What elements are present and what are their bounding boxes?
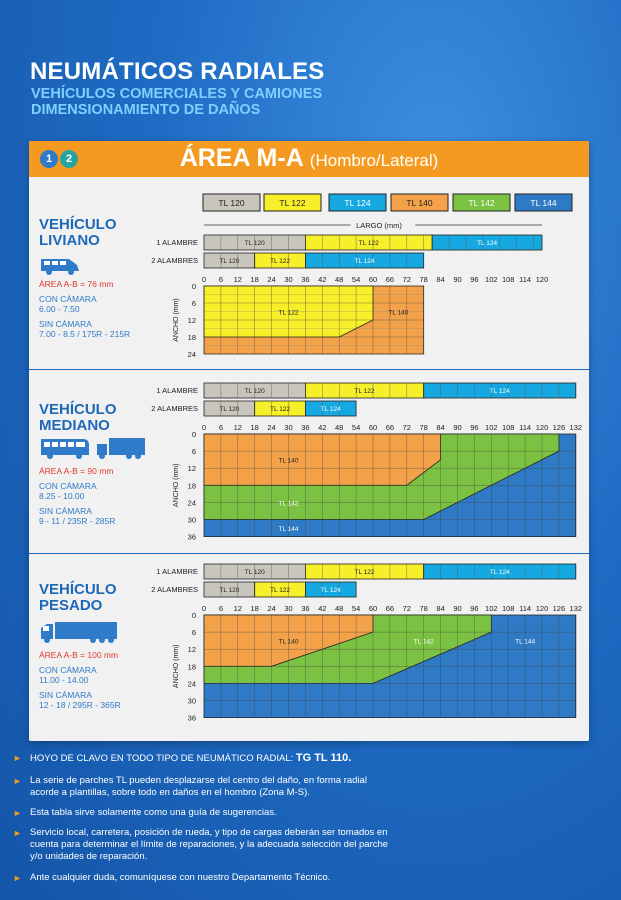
wire-bar-label: TL 124 bbox=[489, 569, 510, 576]
x-tick-label: 108 bbox=[501, 275, 515, 284]
con-camara-label: CON CÁMARA bbox=[39, 481, 97, 491]
note-item bbox=[13, 807, 393, 819]
sin-camara-value: 12 - 18 / 295R - 365R bbox=[39, 700, 121, 710]
page-title: NEUMÁTICOS RADIALES bbox=[30, 58, 325, 85]
wire-bar-label: TL 124 bbox=[489, 388, 510, 395]
con-camara-label: CON CÁMARA bbox=[39, 294, 97, 304]
con-camara-label: CON CÁMARA bbox=[39, 665, 97, 675]
x-tick-label: 120 bbox=[535, 604, 549, 613]
x-tick-label: 12 bbox=[233, 604, 242, 613]
wire-bar-label: TL 120 bbox=[219, 258, 240, 265]
page-subtitle-2: DIMENSIONAMIENTO DE DAÑOS bbox=[31, 102, 261, 118]
arrow-icon: ► bbox=[13, 776, 22, 786]
wire-bar-label: TL 122 bbox=[270, 587, 291, 594]
x-tick-label: 90 bbox=[453, 604, 462, 613]
region-label: TL 140 bbox=[278, 638, 299, 646]
x-tick-label: 60 bbox=[368, 604, 378, 613]
x-tick-label: 96 bbox=[470, 423, 479, 432]
sin-camara-value: 7.00 - 8.5 / 175R - 215R bbox=[39, 329, 131, 339]
legend-label: TL 122 bbox=[279, 198, 306, 208]
wire-bar-label: TL 120 bbox=[244, 569, 265, 576]
vehicle-title-line1: VEHÍCULO bbox=[39, 581, 117, 598]
x-tick-label: 12 bbox=[233, 275, 242, 284]
x-tick-label: 18 bbox=[250, 275, 259, 284]
x-tick-label: 114 bbox=[519, 275, 532, 284]
area-title-main: ÁREA M-A bbox=[179, 144, 303, 172]
legend-label: TL 142 bbox=[468, 198, 495, 208]
ancho-axis-label: ANCHO (mm) bbox=[173, 463, 180, 508]
y-tick-label: 36 bbox=[187, 532, 196, 542]
y-tick-label: 6 bbox=[191, 299, 196, 308]
note-bold: TG TL 110. bbox=[295, 752, 352, 764]
y-tick-label: 12 bbox=[187, 464, 196, 474]
x-tick-label: 114 bbox=[519, 423, 532, 432]
ancho-axis-label: ANCHO (mm) bbox=[173, 298, 180, 342]
x-tick-label: 120 bbox=[535, 275, 549, 284]
x-tick-label: 18 bbox=[250, 604, 259, 613]
x-tick-label: 72 bbox=[402, 604, 411, 613]
arrow-icon: ► bbox=[13, 828, 22, 838]
x-tick-label: 12 bbox=[233, 423, 242, 432]
area-ab: ÁREA A-B = 100 mm bbox=[39, 650, 119, 660]
x-tick-label: 36 bbox=[301, 423, 310, 432]
region-label: TL 122 bbox=[278, 309, 299, 317]
wire-bar-label: TL 120 bbox=[244, 388, 265, 395]
region-label: TL 140 bbox=[388, 309, 409, 317]
x-tick-label: 24 bbox=[267, 275, 276, 284]
x-tick-label: 132 bbox=[569, 604, 583, 613]
y-tick-label: 12 bbox=[187, 316, 196, 325]
x-tick-label: 36 bbox=[301, 604, 310, 613]
area-ab: ÁREA A-B = 76 mm bbox=[39, 279, 114, 289]
wire-row-label: 2 ALAMBRES bbox=[151, 404, 198, 413]
x-tick-label: 102 bbox=[485, 423, 498, 432]
x-tick-label: 126 bbox=[552, 423, 566, 432]
x-tick-label: 72 bbox=[402, 423, 411, 432]
region-label: TL 144 bbox=[515, 638, 536, 646]
wire-bar-label: TL 124 bbox=[354, 258, 375, 265]
wire-bar-label: TL 122 bbox=[270, 258, 291, 265]
wire-bar-label: TL 124 bbox=[477, 240, 498, 247]
x-tick-label: 126 bbox=[552, 604, 566, 613]
wire-bar-label: TL 120 bbox=[219, 406, 240, 413]
note-text: La serie de parches TL pueden desplazarse del centro del daño, en forma radial acorde a plantillas, sobre todo en daños en el hombro (Zona M-S). bbox=[30, 775, 367, 798]
legend-label: TL 120 bbox=[218, 198, 245, 208]
x-tick-label: 84 bbox=[436, 275, 445, 284]
x-tick-label: 42 bbox=[318, 275, 327, 284]
y-tick-label: 6 bbox=[191, 628, 196, 638]
area-title-sub: (Hombro/Lateral) bbox=[309, 151, 439, 170]
x-tick-label: 48 bbox=[335, 275, 344, 284]
vehicle-title-line1: VEHÍCULO bbox=[39, 401, 117, 418]
wire-row-label: 1 ALAMBRE bbox=[156, 238, 198, 247]
wire-bar-label: TL 120 bbox=[244, 240, 265, 247]
x-tick-label: 78 bbox=[419, 604, 428, 613]
y-tick-label: 18 bbox=[187, 481, 196, 491]
y-tick-label: 0 bbox=[191, 430, 196, 439]
wire-row-label: 2 ALAMBRES bbox=[151, 256, 198, 265]
x-tick-label: 66 bbox=[385, 423, 395, 432]
y-tick-label: 30 bbox=[187, 696, 196, 706]
region-label: TL 140 bbox=[278, 457, 299, 465]
x-tick-label: 0 bbox=[201, 604, 207, 613]
x-tick-label: 84 bbox=[436, 423, 445, 432]
x-tick-label: 0 bbox=[201, 275, 207, 284]
x-tick-label: 120 bbox=[535, 423, 549, 432]
vehicle-title-line2: MEDIANO bbox=[39, 417, 110, 434]
note-item bbox=[13, 775, 393, 799]
arrow-icon: ► bbox=[13, 753, 22, 763]
badge-1: 1 bbox=[40, 150, 58, 168]
badge-2: 2 bbox=[60, 150, 78, 168]
x-tick-label: 96 bbox=[470, 275, 479, 284]
x-tick-label: 60 bbox=[368, 275, 378, 284]
sin-camara-label: SIN CÁMARA bbox=[39, 690, 92, 700]
x-tick-label: 90 bbox=[453, 275, 462, 284]
x-tick-label: 84 bbox=[436, 604, 445, 613]
x-tick-label: 42 bbox=[318, 604, 327, 613]
y-tick-label: 30 bbox=[187, 515, 196, 525]
y-tick-label: 18 bbox=[187, 333, 196, 342]
page-subtitle-1: VEHÍCULOS COMERCIALES Y CAMIONES bbox=[31, 86, 323, 102]
note-text: Servicio local, carretera, posición de rueda, y tipo de cargas deberán ser tomados en cuenta para determinar el límite de reparaciones, y la adecuada selección del parche y/o unidades de reparación. bbox=[30, 827, 389, 862]
x-tick-label: 102 bbox=[485, 604, 498, 613]
sin-camara-label: SIN CÁMARA bbox=[39, 319, 92, 329]
vehicle-title-line2: PESADO bbox=[39, 597, 103, 614]
x-tick-label: 30 bbox=[284, 423, 293, 432]
y-tick-label: 6 bbox=[191, 447, 196, 457]
x-tick-label: 108 bbox=[501, 423, 515, 432]
wire-bar-label: TL 124 bbox=[320, 406, 341, 413]
y-tick-label: 24 bbox=[187, 498, 196, 508]
ancho-axis-label: ANCHO (mm) bbox=[173, 644, 180, 689]
wire-row-label: 2 ALAMBRES bbox=[151, 585, 198, 594]
y-tick-label: 18 bbox=[187, 662, 196, 672]
arrow-icon: ► bbox=[13, 808, 22, 818]
vehicle-title-line2: LIVIANO bbox=[39, 232, 100, 249]
x-tick-label: 102 bbox=[485, 275, 498, 284]
x-tick-label: 132 bbox=[569, 423, 583, 432]
region-label: TL 142 bbox=[278, 500, 299, 508]
x-tick-label: 42 bbox=[318, 423, 327, 432]
sin-camara-value: 9 - 11 / 235R - 285R bbox=[39, 516, 116, 526]
note-item bbox=[13, 752, 393, 765]
wire-bar-label: TL 120 bbox=[219, 587, 240, 594]
note-text: Ante cualquier duda, comuníquese con nuestro Departamento Técnico. bbox=[30, 872, 331, 883]
x-tick-label: 60 bbox=[368, 423, 378, 432]
legend-label: TL 140 bbox=[406, 198, 433, 208]
area-ab: ÁREA A-B = 90 mm bbox=[39, 466, 114, 476]
largo-axis-label: LARGO (mm) bbox=[356, 221, 402, 230]
note-text: Esta tabla sirve solamente como una guía de sugerencias. bbox=[30, 807, 277, 818]
x-tick-label: 114 bbox=[519, 604, 532, 613]
y-tick-label: 0 bbox=[191, 611, 196, 620]
x-tick-label: 48 bbox=[335, 423, 344, 432]
x-tick-label: 24 bbox=[267, 604, 276, 613]
wire-bar-label: TL 122 bbox=[270, 406, 291, 413]
x-tick-label: 108 bbox=[501, 604, 515, 613]
wire-row-label: 1 ALAMBRE bbox=[156, 567, 198, 576]
x-tick-label: 54 bbox=[351, 275, 361, 284]
x-tick-label: 0 bbox=[201, 423, 207, 432]
con-camara-value: 6.00 - 7.50 bbox=[39, 304, 80, 314]
note-item bbox=[13, 872, 393, 884]
x-tick-label: 6 bbox=[218, 275, 223, 284]
x-tick-label: 66 bbox=[385, 604, 395, 613]
x-tick-label: 48 bbox=[335, 604, 344, 613]
wire-bar-label: TL 122 bbox=[358, 240, 379, 247]
x-tick-label: 18 bbox=[250, 423, 259, 432]
x-tick-label: 6 bbox=[218, 423, 223, 432]
x-tick-label: 6 bbox=[218, 604, 223, 613]
vehicle-title-line1: VEHÍCULO bbox=[39, 216, 117, 233]
x-tick-label: 24 bbox=[267, 423, 276, 432]
wire-bar-label: TL 122 bbox=[354, 569, 375, 576]
y-tick-label: 24 bbox=[187, 350, 196, 359]
region-label: TL 142 bbox=[413, 638, 434, 646]
x-tick-label: 30 bbox=[284, 275, 293, 284]
x-tick-label: 78 bbox=[419, 423, 428, 432]
x-tick-label: 30 bbox=[284, 604, 293, 613]
region-label: TL 144 bbox=[278, 526, 299, 534]
legend-label: TL 124 bbox=[344, 198, 371, 208]
x-tick-label: 96 bbox=[470, 604, 479, 613]
x-tick-label: 54 bbox=[351, 423, 361, 432]
x-tick-label: 36 bbox=[301, 275, 310, 284]
con-camara-value: 11.00 - 14.00 bbox=[39, 675, 89, 685]
wire-bar-label: TL 122 bbox=[354, 388, 375, 395]
x-tick-label: 78 bbox=[419, 275, 428, 284]
x-tick-label: 72 bbox=[402, 275, 411, 284]
wire-row-label: 1 ALAMBRE bbox=[156, 386, 198, 395]
note-text: HOYO DE CLAVO EN TODO TIPO DE NEUMÁTICO RADIAL: bbox=[30, 753, 296, 764]
x-tick-label: 66 bbox=[385, 275, 395, 284]
arrow-icon: ► bbox=[13, 873, 22, 883]
sin-camara-label: SIN CÁMARA bbox=[39, 506, 92, 516]
y-tick-label: 12 bbox=[187, 645, 196, 655]
y-tick-label: 24 bbox=[187, 679, 196, 689]
wire-bar-label: TL 124 bbox=[320, 587, 341, 594]
note-item bbox=[13, 827, 393, 863]
y-tick-label: 36 bbox=[187, 713, 196, 723]
y-tick-label: 0 bbox=[191, 282, 196, 291]
con-camara-value: 8.25 - 10.00 bbox=[39, 491, 85, 501]
x-tick-label: 54 bbox=[351, 604, 361, 613]
legend-label: TL 144 bbox=[530, 198, 557, 208]
x-tick-label: 90 bbox=[453, 423, 462, 432]
